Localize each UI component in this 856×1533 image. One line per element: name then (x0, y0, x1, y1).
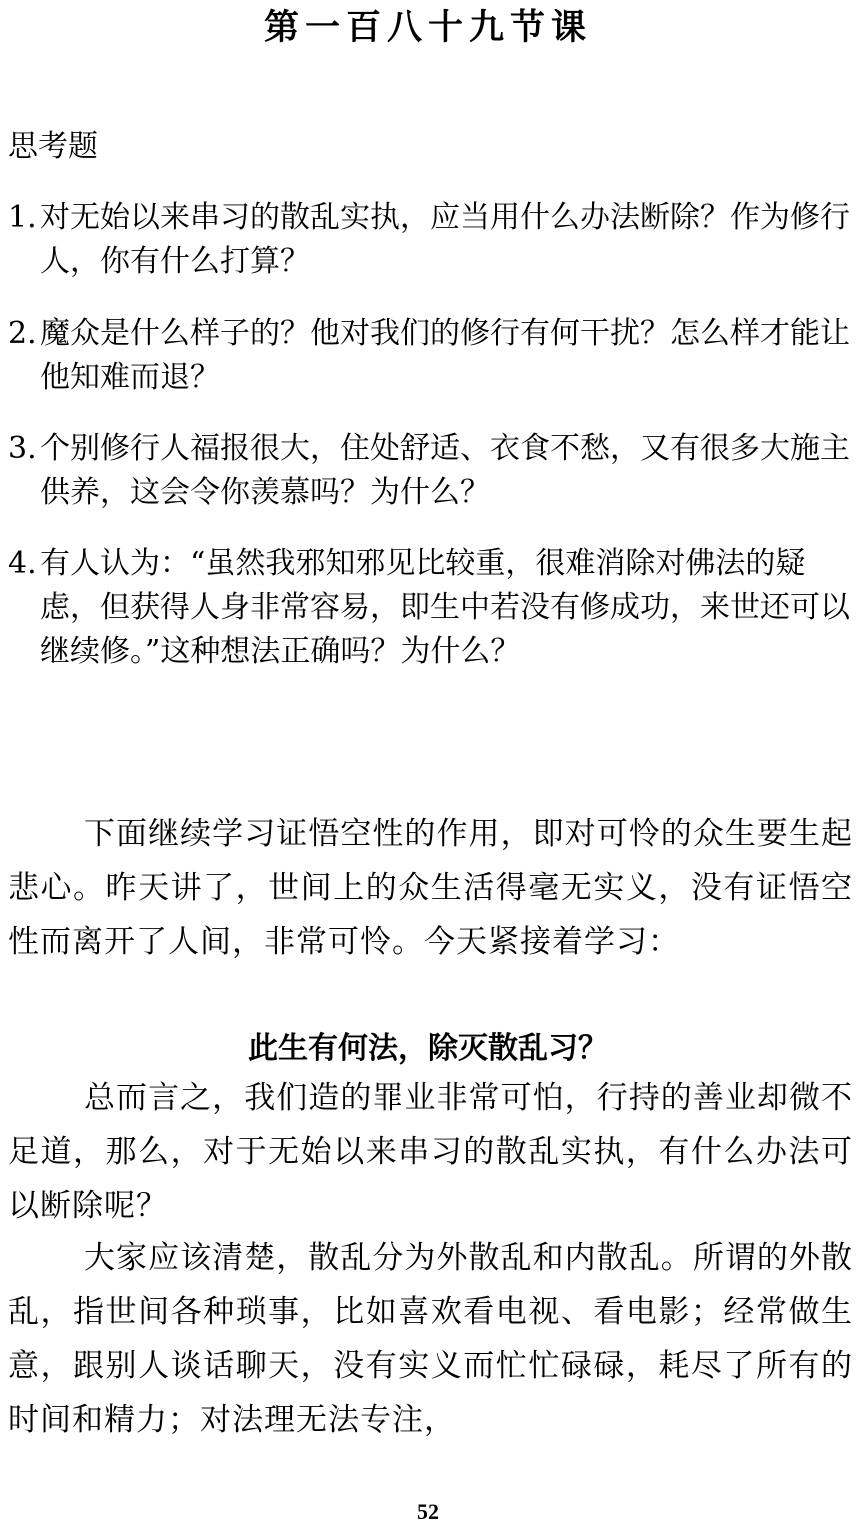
body-paragraph-intro: 下面继续学习证悟空性的作用，即对可怜的众生要生起悲心。昨天讲了，世间上的众生活得毫无实义，没有证悟空性而离开了人间，非常可怜。今天紧接着学习： (8, 816, 853, 960)
verse-line: 此生有何法，除灭散乱习？ (248, 1031, 608, 1066)
question-number: 4. (8, 546, 37, 581)
question-item (8, 427, 853, 515)
question-item (8, 312, 853, 400)
body-paragraph: 总而言之，我们造的罪业非常可怕，行持的善业却微不足道，那么，对于无始以来串习的散乱实执，有什么办法可以断除呢？ (8, 1080, 853, 1224)
section-label-questions: 思考题 (8, 129, 98, 164)
body-paragraph: 大家应该清楚，散乱分为外散乱和内散乱。所谓的外散乱，指世间各种琐事，比如喜欢看电视、看电影；经常做生意，跟别人谈话聊天，没有实义而忙忙碌碌，耗尽了所有的时间和精力；对法理无法专注， (8, 1240, 853, 1438)
question-text: 对无始以来串习的散乱实执，应当用什么办法断除？作为修行人，你有什么打算？ (40, 200, 850, 279)
page-number: 52 (417, 1499, 439, 1524)
question-text: 有人认为：“虽然我邪知邪见比较重，很难消除对佛法的疑虑，但获得人身非常容易，即生中若没有修成功，来世还可以继续修。”这种想法正确吗？为什么？ (40, 546, 850, 669)
question-text: 魔众是什么样子的？他对我们的修行有何干扰？怎么样才能让他知难而退？ (40, 316, 850, 395)
question-number: 3. (8, 431, 37, 466)
question-text: 个别修行人福报很大，住处舒适、衣食不愁，又有很多大施主供养，这会令你羡慕吗？为什么？ (40, 431, 850, 510)
question-item (8, 542, 853, 674)
question-number: 1. (8, 200, 37, 235)
question-item (8, 196, 853, 284)
question-number: 2. (8, 316, 37, 351)
lesson-title: 第一百八十九节课 (263, 7, 592, 48)
